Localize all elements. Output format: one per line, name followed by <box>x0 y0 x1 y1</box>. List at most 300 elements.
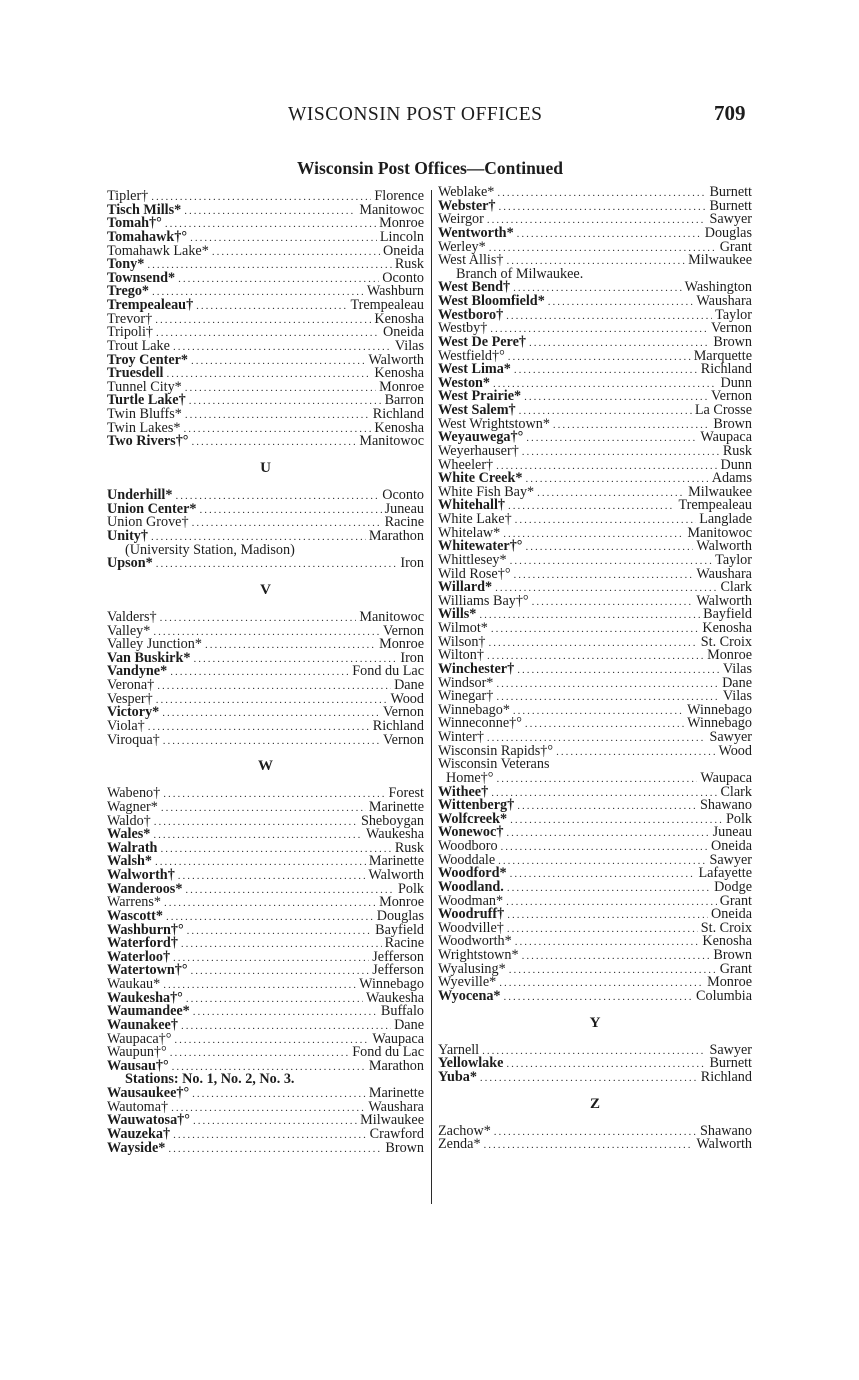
dot-leader <box>487 214 707 228</box>
dot-leader <box>170 666 349 680</box>
post-office-name: Truesdell <box>107 365 164 382</box>
post-office-name: West Allis† <box>438 252 504 269</box>
right-column <box>438 186 752 1152</box>
dot-leader <box>192 517 382 531</box>
post-office-name: Wausau†° <box>107 1057 169 1074</box>
post-office-name: Woodville† <box>438 919 504 936</box>
county-name: Walworth <box>368 867 424 883</box>
dot-leader <box>504 991 694 1005</box>
county-name: Walworth <box>696 592 752 609</box>
post-office-name: Viroqua† <box>107 731 160 748</box>
post-office-name: Tomahawk†° <box>107 228 188 245</box>
county-name: Bayfield <box>375 921 424 938</box>
post-office-name: Zenda* <box>438 1136 481 1153</box>
dot-leader <box>515 936 700 950</box>
post-office-name: Weirgor <box>438 211 484 228</box>
post-office-name: Wausaukee†° <box>107 1085 190 1101</box>
county-name: Waukesha <box>366 826 424 843</box>
post-office-entry <box>107 435 424 449</box>
county-name: Burnett <box>709 197 752 214</box>
dot-leader <box>190 232 377 246</box>
dot-leader <box>517 800 697 814</box>
county-name: Taylor <box>715 306 752 323</box>
county-name: Grant <box>719 892 752 909</box>
post-office-name: White Creek* <box>438 470 523 487</box>
county-name: St. Croix <box>700 919 752 936</box>
post-office-name: Webster† <box>438 197 496 214</box>
county-name: Monroe <box>707 647 752 664</box>
county-name: Richland <box>700 1068 752 1085</box>
dot-leader <box>482 1045 706 1059</box>
post-office-name: Winchester† <box>438 660 515 677</box>
post-office-name: Waumandee* <box>107 1003 190 1020</box>
dot-leader <box>160 843 391 857</box>
dot-leader <box>489 242 717 256</box>
county-name: Dunn <box>720 374 752 391</box>
post-office-name: Wyocena* <box>438 987 501 1004</box>
dot-leader <box>183 423 371 437</box>
dot-leader <box>506 1058 706 1072</box>
dot-leader <box>185 409 370 423</box>
post-office-name: Trego* <box>107 283 150 300</box>
county-name: Sawyer <box>709 1041 752 1058</box>
county-name: Shawano <box>699 797 752 814</box>
post-office-name: Van Buskirk* <box>107 649 191 666</box>
county-name: Dunn <box>720 456 752 473</box>
dot-leader <box>513 705 684 719</box>
dot-leader <box>163 979 356 993</box>
county-name: Kenosha <box>374 365 424 382</box>
county-name: Buffalo <box>380 1003 424 1020</box>
county-name: Douglas <box>704 224 752 241</box>
dot-leader <box>173 1129 367 1143</box>
county-name: Monroe <box>379 894 424 911</box>
county-name: Dane <box>394 677 424 693</box>
county-name: Monroe <box>707 974 752 991</box>
section-letter: Y <box>589 1014 601 1031</box>
county-name: Monroe <box>379 636 424 653</box>
county-name: Monroe <box>379 215 424 232</box>
post-office-name: Waukesha†° <box>107 989 183 1006</box>
post-office-name: Zachow* <box>438 1122 491 1139</box>
dot-leader <box>537 487 685 501</box>
post-office-name: Victory* <box>107 704 160 721</box>
county-name: Vilas <box>394 337 424 354</box>
dot-leader <box>187 925 372 939</box>
left-column <box>107 190 424 1155</box>
dot-leader <box>493 378 717 392</box>
dot-leader <box>155 314 371 328</box>
section-letter: V <box>260 581 271 598</box>
post-office-name: Viola† <box>107 717 145 734</box>
post-office-name: Underhill* <box>107 487 173 503</box>
post-office-name: Twin Lakes* <box>107 419 181 436</box>
dot-leader <box>525 718 684 732</box>
post-office-entry <box>107 1139 424 1156</box>
county-name: Kenosha <box>374 419 424 436</box>
dot-leader <box>494 1126 697 1140</box>
dot-leader <box>192 1088 366 1102</box>
running-title: WISCONSIN POST OFFICES <box>288 104 543 125</box>
column-divider <box>431 190 432 1204</box>
dot-leader <box>480 1072 698 1086</box>
county-name: Shawano <box>699 1122 752 1139</box>
entry-note: Wisconsin Veterans <box>438 756 550 773</box>
county-name: Juneau <box>712 824 752 841</box>
post-office-name: Walrath <box>107 839 158 856</box>
post-office-name: Wooddale <box>438 851 496 868</box>
dot-leader <box>173 341 392 355</box>
post-office-entry <box>107 731 424 748</box>
county-name: Polk <box>397 880 424 897</box>
dot-leader <box>503 528 684 542</box>
dot-leader <box>496 460 717 474</box>
county-name: Marinette <box>368 1085 424 1101</box>
county-name: Dane <box>722 674 752 691</box>
county-name: Richland <box>372 717 424 734</box>
post-office-name: Wills* <box>438 606 477 623</box>
county-name: Grant <box>719 238 752 255</box>
dot-leader <box>515 514 697 528</box>
dot-leader <box>510 868 696 882</box>
dot-leader <box>506 827 709 841</box>
county-name: Brown <box>713 415 752 432</box>
county-name: Iron <box>400 649 424 666</box>
post-office-name: Walworth† <box>107 867 175 883</box>
county-name: Rusk <box>394 839 424 856</box>
post-office-name: Union Center* <box>107 500 197 517</box>
post-office-name: Twin Bluffs* <box>107 406 182 422</box>
dot-leader <box>509 964 717 978</box>
county-name: La Crosse <box>694 402 752 418</box>
post-office-name: Wyalusing* <box>438 960 506 977</box>
county-name: Fond du Lac <box>352 1044 424 1061</box>
post-office-name: Westboro† <box>438 306 504 323</box>
county-name: Waupaca <box>372 1030 424 1047</box>
county-name: Marinette <box>368 798 424 815</box>
post-office-name: Warrens* <box>107 894 162 911</box>
post-office-name: Whittlesey* <box>438 551 507 568</box>
dot-leader <box>496 773 697 787</box>
county-name: Racine <box>384 935 424 952</box>
dot-leader <box>185 382 376 396</box>
dot-leader <box>499 977 704 991</box>
post-office-name: Westfield†° <box>438 347 505 364</box>
county-name: Waupaca <box>700 429 752 446</box>
county-name: Florence <box>374 188 424 204</box>
county-name: Adams <box>711 470 752 487</box>
county-name: Wood <box>718 742 752 759</box>
county-name: Washington <box>684 279 752 296</box>
page-number: 709 <box>714 101 746 125</box>
dot-leader <box>498 855 706 869</box>
dot-leader <box>165 218 376 232</box>
dot-leader <box>522 950 711 964</box>
dot-leader <box>191 355 365 369</box>
dot-leader <box>532 596 694 610</box>
post-office-entry <box>438 633 752 650</box>
dot-leader <box>517 228 702 242</box>
post-office-name: Winnebago* <box>438 701 510 718</box>
county-name: Winnebago <box>687 701 752 718</box>
post-office-name: Trout Lake <box>107 337 170 354</box>
county-name: Clark <box>720 579 752 596</box>
county-name: Walworth <box>368 351 424 368</box>
dot-leader <box>491 787 717 801</box>
post-office-name: West Wrightstown* <box>438 415 550 432</box>
county-name: Richland <box>700 361 752 378</box>
post-office-name: Vandyne* <box>107 663 168 680</box>
county-name: Washburn <box>366 283 424 300</box>
county-name: Clark <box>720 783 752 800</box>
dot-leader <box>147 259 391 273</box>
dot-leader <box>163 788 385 802</box>
county-name: Oneida <box>383 324 424 341</box>
post-office-name: Walsh* <box>107 853 152 870</box>
county-name: Douglas <box>376 907 424 924</box>
section-letter: U <box>260 459 271 476</box>
county-name: Iron <box>400 555 424 572</box>
dot-leader <box>174 1034 369 1048</box>
post-office-name: Wrightstown* <box>438 947 519 963</box>
post-office-name: Wagner* <box>107 798 158 815</box>
post-office-name: Tony* <box>107 256 145 273</box>
county-name: Trempealeau <box>350 297 424 313</box>
post-office-name: Trevor† <box>107 310 153 327</box>
dot-leader <box>517 664 720 678</box>
county-name: St. Croix <box>700 633 752 650</box>
county-name: Columbia <box>696 987 752 1004</box>
dot-leader <box>507 882 711 896</box>
county-name: Monroe <box>379 378 424 395</box>
section-letter: W <box>258 758 273 775</box>
county-name: Barron <box>384 392 424 409</box>
post-office-name: Tipler† <box>107 188 149 204</box>
post-office-entry <box>107 310 424 327</box>
dot-leader <box>489 637 698 651</box>
post-office-entry <box>107 242 424 259</box>
county-name: Juneau <box>384 500 424 517</box>
post-office-name: Wolfcreek* <box>438 810 508 827</box>
post-office-name: Valley Junction* <box>107 636 202 653</box>
county-name: Kenosha <box>702 933 752 950</box>
post-office-name: Wisconsin Rapids†° <box>438 742 554 759</box>
post-office-name: White Lake† <box>438 511 512 527</box>
dot-leader <box>507 923 698 937</box>
post-office-entry <box>438 987 752 1004</box>
entry-note: Stations: No. 1, No. 2, No. 3. <box>125 1071 295 1088</box>
post-office-name: Troy Center* <box>107 351 189 368</box>
post-office-entry <box>438 1068 752 1085</box>
dot-leader <box>191 965 370 979</box>
post-office-name: Tomah†° <box>107 215 162 232</box>
county-name: Lafayette <box>698 865 752 882</box>
post-office-name: Wauwatosa†° <box>107 1112 190 1129</box>
dot-leader <box>181 938 382 952</box>
dot-leader <box>506 310 712 324</box>
dot-leader <box>171 1102 365 1116</box>
county-name: Rusk <box>722 442 752 459</box>
post-office-name: Tomahawk Lake* <box>107 242 209 259</box>
post-office-name: Weblake* <box>438 184 495 200</box>
county-name: Lincoln <box>379 228 424 245</box>
post-office-name: Wittenberg† <box>438 797 515 814</box>
dot-leader <box>506 896 717 910</box>
dot-leader <box>479 609 700 623</box>
post-office-name: Vesper† <box>107 690 153 707</box>
county-name: Milwaukee <box>688 252 752 269</box>
dot-leader <box>205 639 376 653</box>
post-office-name: Wyeville* <box>438 974 497 991</box>
post-office-name: Yuba* <box>438 1068 477 1085</box>
post-office-entry <box>438 717 752 731</box>
dot-leader <box>181 1020 391 1034</box>
post-office-name: Waldo† <box>107 812 151 829</box>
county-name: Vilas <box>722 660 752 677</box>
county-name: Crawford <box>369 1125 424 1142</box>
county-name: Vernon <box>711 388 752 405</box>
dot-leader <box>156 558 398 572</box>
post-office-entry <box>438 1138 752 1152</box>
post-office-name: Turtle Lake† <box>107 392 186 409</box>
post-office-name: Wild Rose†° <box>438 565 511 582</box>
dot-leader <box>526 432 697 446</box>
post-office-name: Weyerhauser† <box>438 442 519 459</box>
county-name: Burnett <box>709 184 752 200</box>
county-name: Kenosha <box>702 620 752 636</box>
post-office-name: Whitewater†° <box>438 538 523 555</box>
dot-leader <box>178 870 366 884</box>
dot-leader <box>160 612 357 626</box>
post-office-name: Waupaca†° <box>107 1030 172 1047</box>
dot-leader <box>487 650 704 664</box>
post-office-entry <box>107 608 424 625</box>
post-office-name: Valders† <box>107 608 157 625</box>
post-office-name: Watertown†° <box>107 962 188 979</box>
dot-leader <box>497 187 706 201</box>
county-name: Rusk <box>394 256 424 273</box>
dot-leader <box>184 205 356 219</box>
post-office-name: Waupun†° <box>107 1044 167 1061</box>
dot-leader <box>507 909 708 923</box>
post-office-entry <box>107 679 424 693</box>
post-office-entry <box>107 665 424 679</box>
post-office-name: Waunakee† <box>107 1016 178 1033</box>
post-office-name: Home†° <box>446 769 494 786</box>
post-office-name: Weston* <box>438 374 491 391</box>
post-office-name: Tripoli† <box>107 324 153 341</box>
post-office-name: Westby† <box>438 320 488 337</box>
dot-leader <box>151 191 371 205</box>
county-name: Fond du Lac <box>352 663 424 680</box>
county-name: Walworth <box>696 1136 752 1153</box>
dot-leader <box>157 680 391 694</box>
dot-leader <box>524 391 708 405</box>
county-name: Manitowoc <box>359 608 424 625</box>
post-office-name: Woodboro <box>438 838 498 854</box>
post-office-name: Wilson† <box>438 633 486 650</box>
post-office-name: Verona† <box>107 677 155 693</box>
section-letter: Z <box>589 1095 600 1112</box>
dot-leader <box>170 1047 350 1061</box>
post-office-name: Weyauwega†° <box>438 429 524 446</box>
page-subtitle-text: Wisconsin Post Offices—Continued <box>296 158 564 178</box>
dot-leader <box>167 368 372 382</box>
county-name: Taylor <box>715 551 752 568</box>
dot-leader <box>191 436 356 450</box>
dot-leader <box>156 694 388 708</box>
county-name: Bayfield <box>703 606 752 623</box>
dot-leader <box>153 829 363 843</box>
county-name: Winnebago <box>687 715 752 732</box>
county-name: Vilas <box>722 688 752 705</box>
county-name: Manitowoc <box>687 524 752 541</box>
post-office-name: Wilton† <box>438 647 484 664</box>
county-name: Brown <box>713 947 752 963</box>
dot-leader <box>499 201 707 215</box>
post-office-name: Trempealeau† <box>107 297 194 313</box>
post-office-name: Werley* <box>438 238 486 255</box>
post-office-name: Withee† <box>438 783 489 800</box>
county-name: Jefferson <box>372 948 424 965</box>
post-office-name: Valley* <box>107 622 151 639</box>
post-office-entry <box>107 557 424 571</box>
dot-leader <box>189 395 382 409</box>
post-office-entry <box>438 197 752 214</box>
county-name: Marathon <box>368 1057 424 1074</box>
dot-leader <box>178 273 379 287</box>
county-name: Brown <box>713 333 752 350</box>
dot-leader <box>168 1143 382 1157</box>
post-office-name: Waterford† <box>107 935 178 952</box>
county-name: Burnett <box>709 1055 752 1072</box>
post-office-name: Wales* <box>107 826 151 843</box>
county-name: Marathon <box>368 527 424 544</box>
county-name: Walworth <box>696 538 752 555</box>
county-name: Vernon <box>711 320 752 337</box>
county-name: Marquette <box>693 347 752 364</box>
county-name: Manitowoc <box>359 201 424 218</box>
county-name: Winnebago <box>359 976 424 992</box>
post-office-name: Wabeno† <box>107 785 161 802</box>
post-office-name: Woodworth* <box>438 933 512 950</box>
county-name: Waushara <box>696 293 752 309</box>
entry-note: Branch of Milwaukee. <box>456 265 584 282</box>
post-office-name: Wauzeka† <box>107 1125 171 1142</box>
county-name: Trempealeau <box>678 497 752 514</box>
post-office-name: Unity† <box>107 527 148 544</box>
dot-leader <box>148 721 370 735</box>
dot-leader <box>163 735 380 749</box>
dot-leader <box>508 500 675 514</box>
county-name: Forest <box>388 785 424 802</box>
county-name: Dodge <box>714 878 752 895</box>
county-name: Racine <box>384 514 424 531</box>
dot-leader <box>556 746 715 760</box>
county-name: Oneida <box>711 906 752 923</box>
dot-leader <box>162 707 380 721</box>
post-office-name: Woodford* <box>438 865 507 882</box>
dot-leader <box>175 490 379 504</box>
county-name: Jefferson <box>372 962 424 979</box>
dot-leader <box>199 504 381 518</box>
post-office-name: Washburn†° <box>107 921 184 938</box>
dot-leader <box>501 841 708 855</box>
post-office-name: Whitelaw* <box>438 524 501 541</box>
county-name: Sawyer <box>709 729 752 745</box>
dot-leader <box>553 419 710 433</box>
county-name: Richland <box>372 406 424 422</box>
